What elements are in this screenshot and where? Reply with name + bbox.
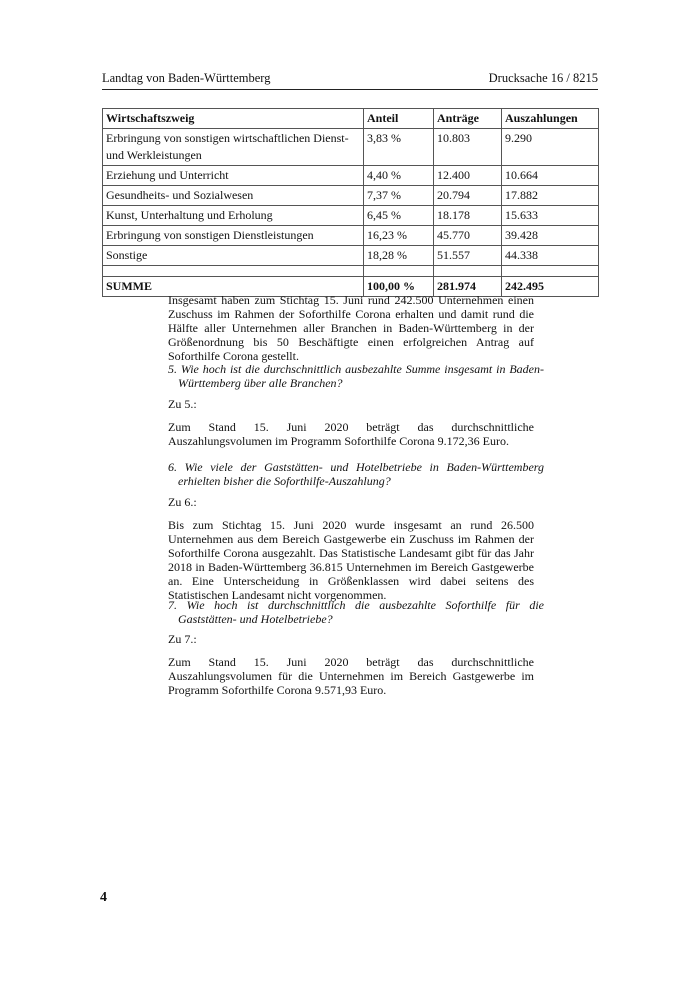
share-cell: 18,28 %	[364, 246, 434, 266]
payouts-cell: 15.633	[502, 206, 599, 226]
share-cell: 16,23 %	[364, 226, 434, 246]
payouts-cell: 10.664	[502, 166, 599, 186]
applications-cell: 51.557	[434, 246, 502, 266]
payouts-cell: 39.428	[502, 226, 599, 246]
data-table	[102, 108, 599, 297]
paragraph-summary: Insgesamt haben zum Stichtag 15. Juni rund 242.500 Unternehmen einen Zuschuss im Rahmen der Soforthilfe Corona erhalten und damit rund die Hälfte aller Unternehmen aller Branchen in Baden-Württemberg in der Größenordnung bis 50 Beschäftigte einen erfolgreichen Antrag auf Soforthilfe Corona gestellt.	[168, 293, 534, 363]
table-row	[103, 129, 599, 166]
column-header: Wirtschaftszweig	[103, 109, 364, 129]
sum-applications: 281.974	[434, 277, 502, 297]
applications-cell: 12.400	[434, 166, 502, 186]
table-row	[103, 206, 599, 226]
branch-cell: Gesundheits- und Sozialwesen	[103, 186, 364, 206]
share-cell: 6,45 %	[364, 206, 434, 226]
applications-cell: 45.770	[434, 226, 502, 246]
column-header: Anträge	[434, 109, 502, 129]
column-header: Auszahlungen	[502, 109, 599, 129]
share-cell: 3,83 %	[364, 129, 434, 166]
answer-5: Zum Stand 15. Juni 2020 beträgt das durchschnittliche Auszahlungsvolumen im Programm Soforthilfe Corona 9.172,36 Euro.	[168, 420, 534, 448]
question-6: 6. Wie viele der Gaststätten- und Hotelbetriebe in Baden-Württemberg erhielten bisher die Soforthilfe-Auszahlung?	[168, 460, 544, 488]
question-5: 5. Wie hoch ist die durchschnittlich ausbezahlte Summe insgesamt in Baden-Württemberg über alle Branchen?	[168, 362, 544, 390]
answer-7-label: Zu 7.:	[168, 632, 197, 646]
answer-6-label: Zu 6.:	[168, 495, 197, 509]
page-number: 4	[100, 890, 107, 905]
branch-cell: Erbringung von sonstigen Dienstleistungen	[103, 226, 364, 246]
applications-cell: 20.794	[434, 186, 502, 206]
branch-cell: Kunst, Unterhaltung und Erholung	[103, 206, 364, 226]
table-spacer-row	[103, 266, 599, 277]
branch-cell: Erziehung und Unterricht	[103, 166, 364, 186]
payouts-cell: 17.882	[502, 186, 599, 206]
answer-6: Bis zum Stichtag 15. Juni 2020 wurde insgesamt an rund 26.500 Unternehmen aus dem Bereich Gastgewerbe ein Zuschuss im Rahmen der Soforthilfe Corona ausgezahlt. Das Statistische Landesamt gibt für das Jahr 2018 in Baden-Württemberg 36.815 Unternehmen im Bereich Gastgewerbe an. Eine Unterscheidung in Größenklassen wird dabei seitens des Statistischen Landesamt nicht vorgenommen.	[168, 518, 534, 602]
table-row	[103, 166, 599, 186]
sum-label: SUMME	[103, 277, 364, 297]
payouts-cell: 9.290	[502, 129, 599, 166]
applications-cell: 18.178	[434, 206, 502, 226]
table-row	[103, 186, 599, 206]
answer-7: Zum Stand 15. Juni 2020 beträgt das durchschnittliche Auszahlungsvolumen für die Unternehmen im Bereich Gastgewerbe im Programm Soforthilfe Corona 9.571,93 Euro.	[168, 655, 534, 697]
payouts-cell: 44.338	[502, 246, 599, 266]
header-doc-number: Drucksache 16 / 8215	[488, 71, 598, 85]
table-row	[103, 246, 599, 266]
column-header: Anteil	[364, 109, 434, 129]
share-cell: 7,37 %	[364, 186, 434, 206]
sum-share: 100,00 %	[364, 277, 434, 297]
sum-payouts: 242.495	[502, 277, 599, 297]
answer-5-label: Zu 5.:	[168, 397, 197, 411]
question-7: 7. Wie hoch ist durchschnittlich die ausbezahlte Soforthilfe für die Gaststätten- und Hotelbetriebe?	[168, 598, 544, 626]
table-row	[103, 226, 599, 246]
share-cell: 4,40 %	[364, 166, 434, 186]
branch-cell: Sonstige	[103, 246, 364, 266]
branch-cell: Erbringung von sonstigen wirtschaftlichen Dienst- und Werkleistungen	[103, 129, 364, 166]
applications-cell: 10.803	[434, 129, 502, 166]
table-header-row	[103, 109, 599, 129]
header-title: Landtag von Baden-Württemberg	[102, 71, 271, 85]
page-header	[102, 71, 598, 90]
